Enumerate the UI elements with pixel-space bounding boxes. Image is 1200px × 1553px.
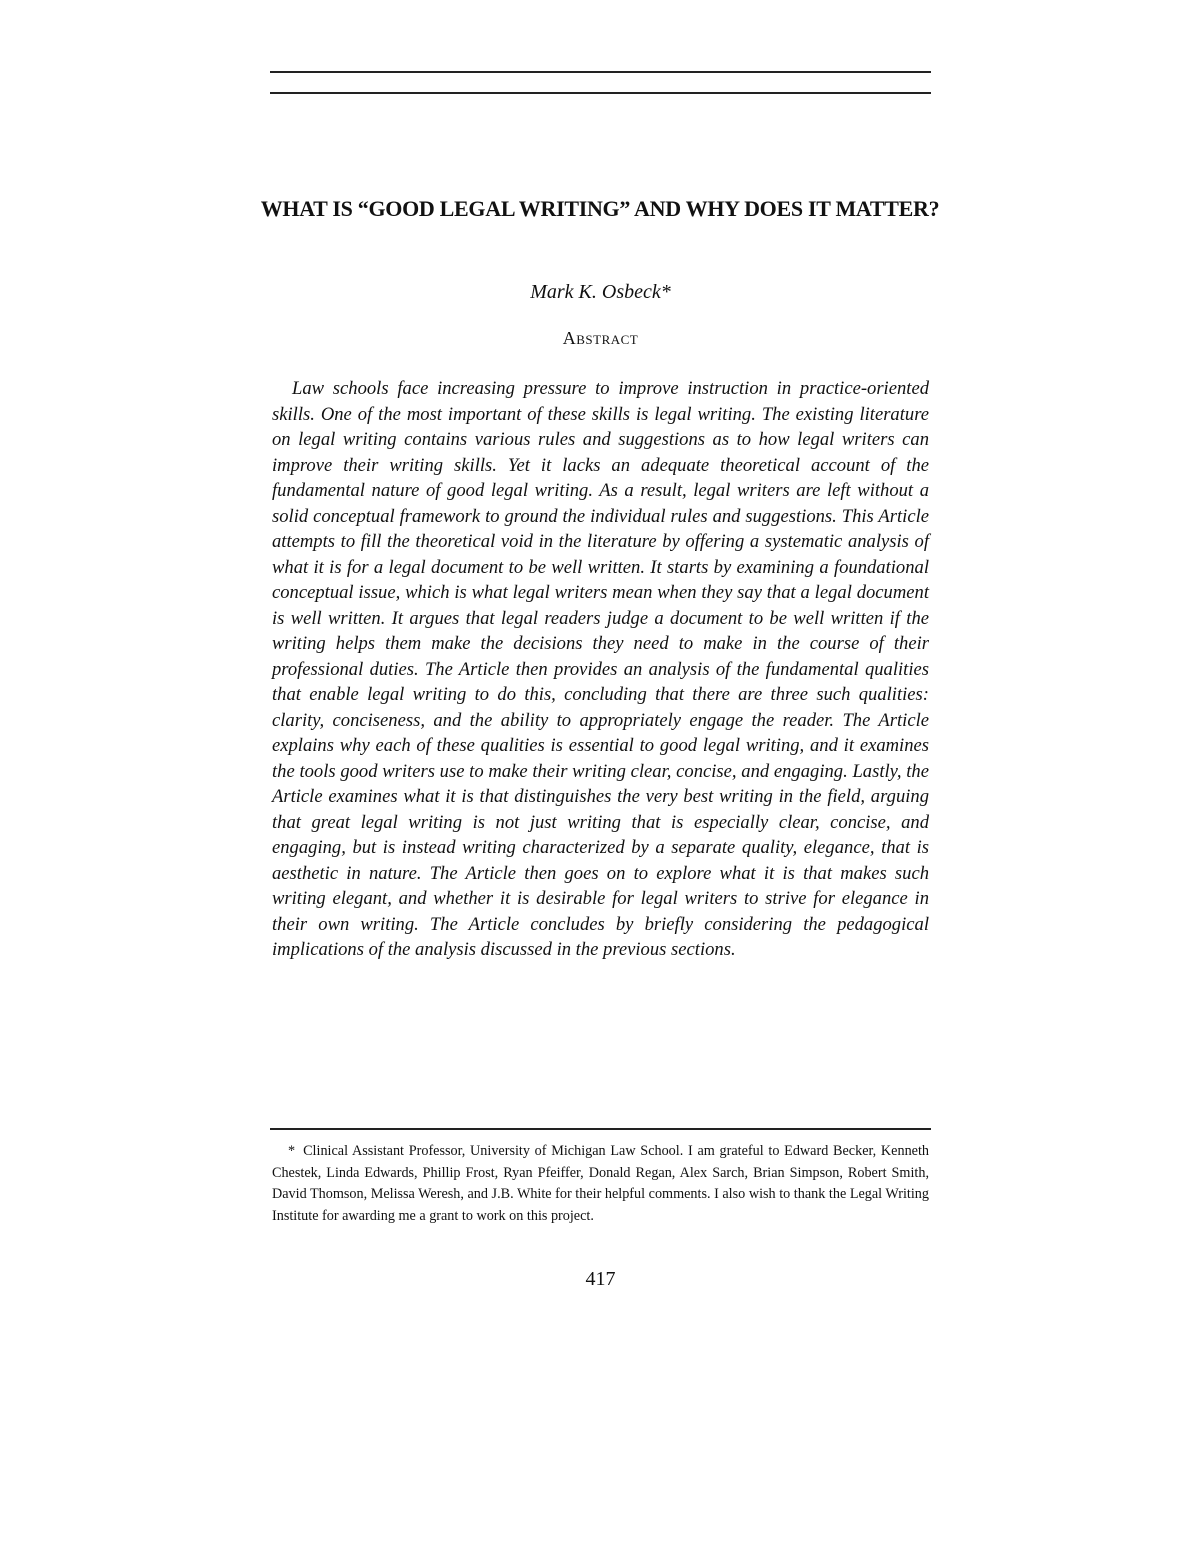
header-rule-top (270, 71, 931, 73)
abstract-heading: Abstract (562, 328, 639, 348)
abstract-body: Law schools face increasing pressure to improve instruction in practice-oriented skills. One of the most important of these skills is legal writing. The existing literature on legal writing contains various rules and suggestions as to how legal writers can improve their writing skills. Yet it lacks an adequate theoretical account of the fundamental nature of good legal writing. As a result, legal writers are left without a solid conceptual framework to ground the individual rules and suggestions. This Article attempts to fill the theoretical void in the literature by offering a systematic analysis of what it is for a legal document to be well written. It starts by examining a foundational conceptual issue, which is what legal writers mean when they say that a legal document is well written. It argues that legal readers judge a document to be well written if the writing helps them make the decisions they need to make in the course of their professional duties. The Article then provides an analysis of the fundamental qualities that enable legal writing to do this, concluding that there are three such qualities: clarity, conciseness, and the ability to appropriately engage the reader. The Article explains why each of these qualities is essential to good legal writing, and it examines the tools good writers use to make their writing clear, concise, and engaging. Lastly, the Article examines what it is that distinguishes the very best writing in the field, arguing that great legal writing is not just writing that is especially clear, concise, and engaging, but is instead writing characterized by a separate quality, elegance, that is aesthetic in nature. The Article then goes on to explore what it is that makes such writing elegant, and whether it is desirable for legal writers to strive for elegance in their own writing. The Article concludes by briefly considering the pedagogical implications of the analysis discussed in the previous sections. (272, 378, 929, 960)
page-number: 417 (585, 1268, 616, 1290)
article-title: WHAT IS “GOOD LEGAL WRITING” AND WHY DOES IT MATTER? (260, 196, 940, 221)
author-name: Mark K. Osbeck* (530, 281, 671, 303)
footnote-rule (270, 1128, 931, 1130)
header-rule-bottom (270, 92, 931, 94)
footnote (272, 1141, 929, 1227)
footnote-text: Clinical Assistant Professor, University of Michigan Law School. I am grateful to Edward Becker, Kenneth Chestek, Linda Edwards, Phillip Frost, Ryan Pfeiffer, Donald Regan, Alex Sarch, Brian Simpson, Robert Smith, David Thomson, Melissa Weresh, and J.B. White for their helpful comments. I also wish to thank the Legal Writing Institute for awarding me a grant to work on this project. (272, 1143, 929, 1224)
footnote-marker: * (288, 1143, 296, 1159)
